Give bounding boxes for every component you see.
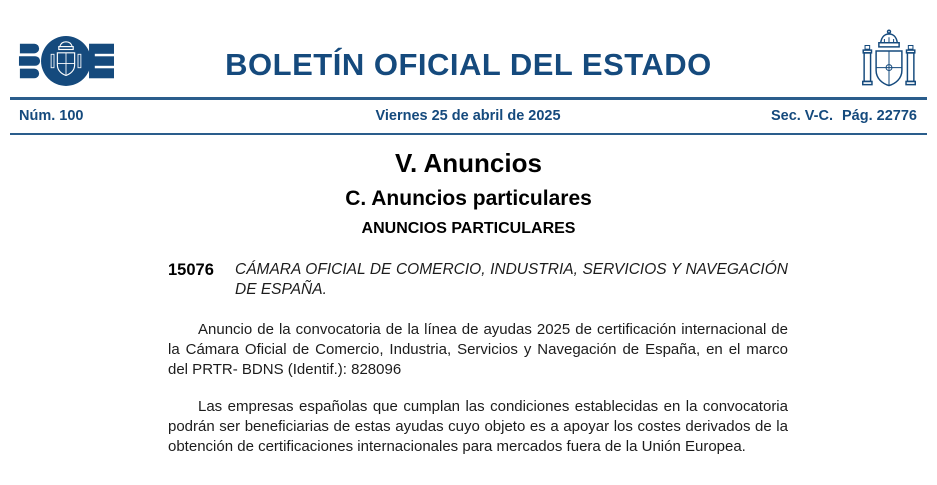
gazette-body [0, 150, 937, 457]
spain-coat-of-arms-icon [861, 28, 917, 103]
header-rule-bottom [10, 133, 927, 135]
announcement-paragraph: Las empresas españolas que cumplan las condiciones establecidas en la convocatoria podrán ser beneficiarias de estas ayudas cuyo objeto es a apoyar los costes derivados de la obtención de certificaciones internacionales para mercados fuera de la Unión Europea. [168, 398, 788, 455]
section-and-page [561, 108, 917, 124]
department-heading: ANUNCIOS PARTICULARES [361, 220, 576, 237]
subsection-heading: C. Anuncios particulares [345, 187, 592, 210]
page-label: Pág. 22776 [842, 108, 917, 124]
issue-number: Núm. 100 [19, 108, 84, 124]
masthead [0, 0, 937, 135]
announcement-paragraph: Anuncio de la convocatoria de la línea de ayudas 2025 de certificación internacional de la Cámara Oficial de Comercio, Industria, Servicios y Navegación de España, en el marco del PRTR- BDNS (Identif.): 828096 [168, 321, 788, 378]
section-heading: V. Anuncios [395, 148, 542, 178]
masthead-title: BOLETÍN OFICIAL DEL ESTADO [225, 47, 712, 82]
announcement-entity: CÁMARA OFICIAL DE COMERCIO, INDUSTRIA, SERVICIOS Y NAVEGACIÓN DE ESPAÑA. [235, 261, 788, 298]
issue-date: Viernes 25 de abril de 2025 [375, 108, 561, 124]
announcement-header [168, 260, 788, 300]
header-rule-top [10, 97, 927, 100]
header-info-bar [19, 108, 917, 124]
announcement-number: 15076 [168, 261, 214, 279]
section-label: Sec. V-C. [770, 108, 834, 124]
announcement-item [168, 260, 788, 457]
